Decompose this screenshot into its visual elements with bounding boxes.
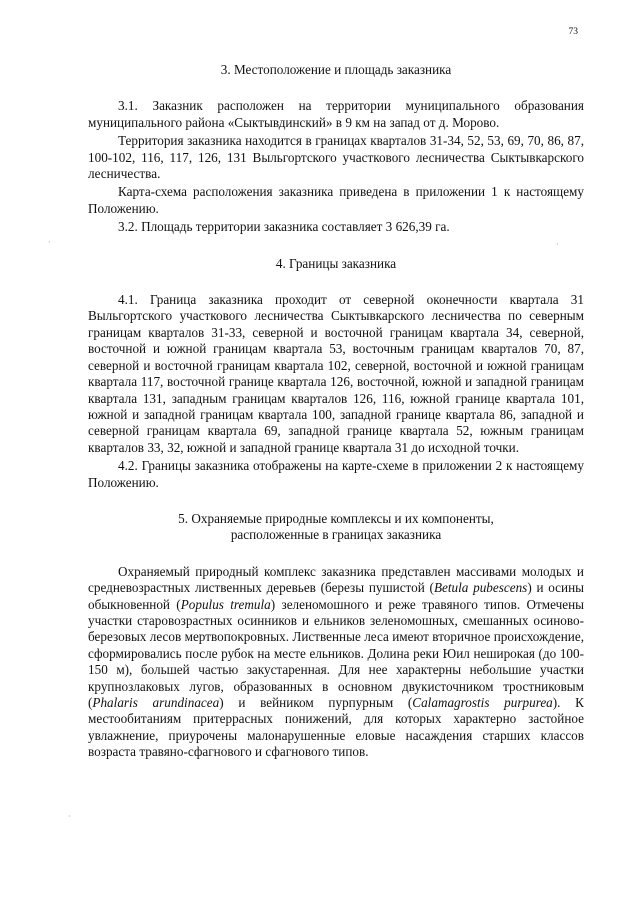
- section-5-text-2: ) и осины обыкновенной (: [88, 580, 584, 612]
- section-5-text-3: ) зеленомошного и реже травяного типов. Отмечены участки старовозрастных осинников и ельников зеленомошных, смешанных осиново-березовых лесов мертвопокровных. Лиственные леса имеют вторичное происхождение, сформировались после рубок на месте ельников. Долина реки Юил неширокая (до 100-150 м), большей частью закустаренная. Для нее характерны небольшие участки крупнозлаковых лугов, образованных в основном двукисточником тростниковым (: [88, 596, 585, 710]
- section-5-heading: [88, 511, 584, 544]
- section-5-text-4: ) и вейником пурпурным (: [219, 695, 413, 710]
- section-5-text-1: Охраняемый природный комплекс заказника представлен массивами молодых и средневозрастных лиственных деревьев (березы пушистой (: [88, 563, 584, 596]
- species-calamagrostis-purpurea: Calamagrostis purpurea: [412, 695, 553, 710]
- section-5-heading-line2: расположенные в границах заказника: [230, 527, 442, 543]
- scan-speck: ·: [68, 812, 71, 821]
- section-4-1-paragraph: 4.1. Граница заказника проходит от северной оконечности квартала 31 Выльгортского участкового лесничества Сыктывкарского лесничества по северным границам кварталов 31-33, северной и восточной границам квартала 34, северной, восточной и южной границам квартала 53, восточным границам кварталов 70, 87, северной и восточной границам квартала 102, северной, восточной и южной границам квартала 117, восточной границе квартала 126, восточной, южной и западной границам квартала 131, западным границам кварталов 126, 116, южной границе квартала 101, южной и западной границам квартала 100, западной границе квартала 86, западной и северной границам квартала 69, западной границе квартала 52, южным границам кварталов 33, 32, южной и западной границе квартала 31 до исходной точки.: [88, 292, 584, 455]
- section-3-2-paragraph: 3.2. Площадь территории заказника составляет 3 626,39 га.: [118, 219, 450, 235]
- scan-speck: ·: [556, 240, 559, 249]
- section-5-paragraph: [88, 564, 584, 761]
- species-populus-tremula: Populus tremula: [180, 596, 271, 612]
- scan-speck: ·: [48, 238, 51, 247]
- section-3-1-paragraph: 3.1. Заказник расположен на территории муниципального образования муниципального района «Сыктывдинский» в 9 км на запад от д. Морово.: [88, 98, 584, 130]
- section-3-territory-paragraph: Территория заказника находится в границах кварталов 31-34, 52, 53, 69, 70, 86, 87, 100-102, 116, 117, 126, 131 Выльгортского участкового лесничества Сыктывкарского лесничества.: [88, 133, 584, 182]
- species-betula-pubescens: Betula pubescens: [433, 580, 528, 596]
- document-body: [88, 62, 584, 761]
- page-number: 73: [568, 27, 578, 37]
- section-5-text-5: ). К местообитаниям притеррасных понижений, для которых характерно застойное увлажнение, приурочены малонарушенные еловые насаждения старших классов возраста травяно-сфагнового и сфагнового типов.: [88, 695, 584, 760]
- section-5-heading-line1: 5. Охраняемые природные комплексы и их компоненты,: [178, 510, 494, 526]
- section-3-map-paragraph: Карта-схема расположения заказника приведена в приложении 1 к настоящему Положению.: [88, 184, 584, 216]
- section-4-heading: 4. Границы заказника: [275, 255, 397, 271]
- section-3-heading: 3. Местоположение и площадь заказника: [220, 62, 452, 77]
- section-4-2-paragraph: 4.2. Границы заказника отображены на карте-схеме в приложении 2 к настоящему Положению.: [88, 458, 584, 490]
- species-phalaris-arundinacea: Phalaris arundinacea: [92, 695, 220, 710]
